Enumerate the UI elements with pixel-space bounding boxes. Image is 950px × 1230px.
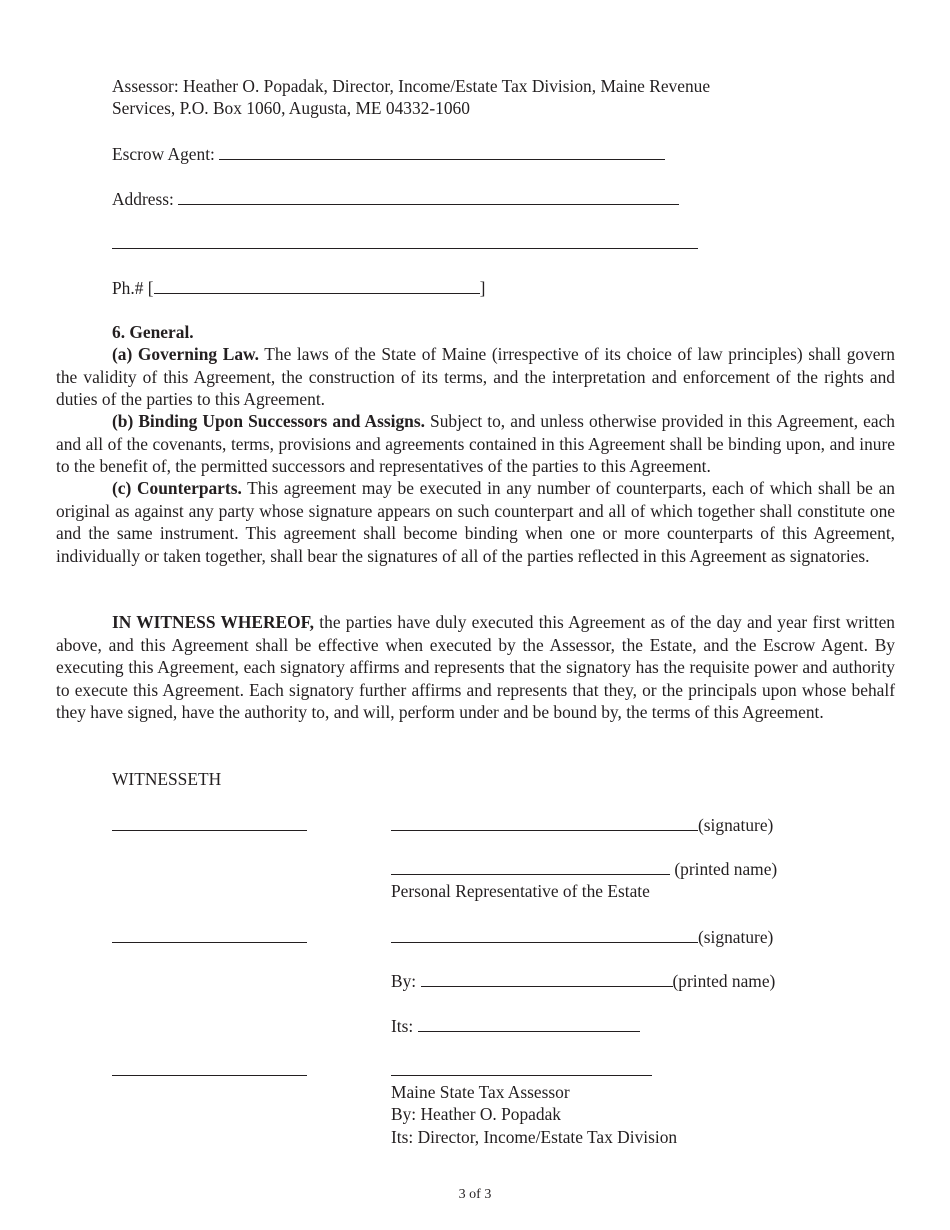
representative-signature-blank	[391, 813, 698, 831]
escrow-title-field	[391, 1014, 640, 1038]
assessor-caption-2: By: Heather O. Popadak	[391, 1104, 562, 1124]
successors-title: (b) Binding Upon Successors and Assigns.	[112, 411, 425, 431]
counterparts-title: (c) Counterparts.	[112, 478, 242, 498]
escrow-agent-label: Escrow Agent:	[112, 144, 215, 164]
escrow-printed-name-blank	[421, 969, 673, 987]
representative-printed-name-field	[391, 857, 777, 881]
assessor-line-2: Services, P.O. Box 1060, Augusta, ME 04332-1060	[112, 98, 470, 118]
witness-title: IN WITNESS WHEREOF,	[112, 612, 315, 632]
signature-label: (signature)	[698, 927, 774, 947]
phone-bracket-open: [	[147, 278, 154, 298]
escrow-title-blank	[418, 1014, 640, 1032]
assessor-caption-3: Its: Director, Income/Estate Tax Division	[391, 1127, 678, 1147]
printed-name-label: (printed name)	[672, 971, 776, 991]
phone-blank	[154, 276, 480, 294]
phone-label: Ph.#	[112, 278, 144, 298]
representative-signature-field	[391, 813, 773, 837]
escrow-agent-blank	[219, 142, 665, 160]
counterparts-text: This agreement may be executed in any number of counterparts, each of which shall be an original as against any party whose signature appears on such counterpart and all of which together shall constitute one and the same instrument. This agreement shall become binding when one or more counterparts of this Agreement, individually or taken together, shall bear the signatures of all of the parties reflected in this Agreement as signatories.	[56, 478, 895, 566]
escrow-agent-field	[112, 142, 665, 166]
phone-bracket-close: ]	[479, 278, 486, 298]
successors-paragraph	[56, 410, 895, 478]
counterparts-paragraph	[56, 477, 895, 567]
governing-law-paragraph	[56, 343, 895, 411]
witness-signature-line-3	[112, 1075, 307, 1076]
successors-text: Subject to, and unless otherwise provided in this Agreement, each and all of the covenants, terms, provisions and agreements contained in this Agreement shall be binding upon, and inure to the benefit of, the permitted successors and representatives of the parties to this Agreement.	[56, 411, 895, 476]
signature-label: (signature)	[698, 815, 774, 835]
page-number: 3 of 3	[458, 1187, 492, 1202]
witness-signature-line-2	[112, 942, 307, 943]
witness-paragraph	[56, 611, 895, 724]
assessor-line-1: Assessor: Heather O. Popadak, Director, Income/Estate Tax Division, Maine Revenue	[112, 76, 711, 96]
representative-printed-name-blank	[391, 857, 670, 875]
assessor-signature-line	[391, 1075, 652, 1076]
assessor-caption-1: Maine State Tax Assessor	[391, 1082, 570, 1102]
escrow-signature-blank	[391, 925, 698, 943]
phone-field	[112, 276, 485, 300]
witnesseth-heading: WITNESSETH	[112, 769, 222, 789]
address-label: Address:	[112, 189, 174, 209]
escrow-printed-name-field	[391, 969, 775, 993]
address-blank-line-2	[112, 248, 698, 249]
section-heading: 6. General.	[112, 322, 194, 342]
address-blank	[178, 187, 679, 205]
its-label: Its:	[391, 1016, 414, 1036]
governing-law-title: (a) Governing Law.	[112, 344, 259, 364]
printed-name-label: (printed name)	[674, 859, 778, 879]
by-label: By:	[391, 971, 417, 991]
witness-text: the parties have duly executed this Agreement as of the day and year first written above, and this Agreement shall be effective when executed by the Assessor, the Estate, and the Escrow Agent. By executing this Agreement, each signatory affirms and represents that the signatory has the requisite power and authority to execute this Agreement. Each signatory further affirms and represents that they, or the principals upon whose behalf they have signed, have the authority to, and will, perform under and be bound by, the terms of this Agreement.	[56, 612, 895, 722]
witness-signature-line-1	[112, 830, 307, 831]
governing-law-text: The laws of the State of Maine (irrespective of its choice of law principles) shall govern the validity of this Agreement, the construction of its terms, and the interpretation and enforcement of the rights and duties of the parties to this Agreement.	[56, 344, 895, 409]
escrow-signature-field	[391, 925, 773, 949]
address-field	[112, 187, 679, 211]
personal-representative-caption: Personal Representative of the Estate	[391, 881, 650, 901]
